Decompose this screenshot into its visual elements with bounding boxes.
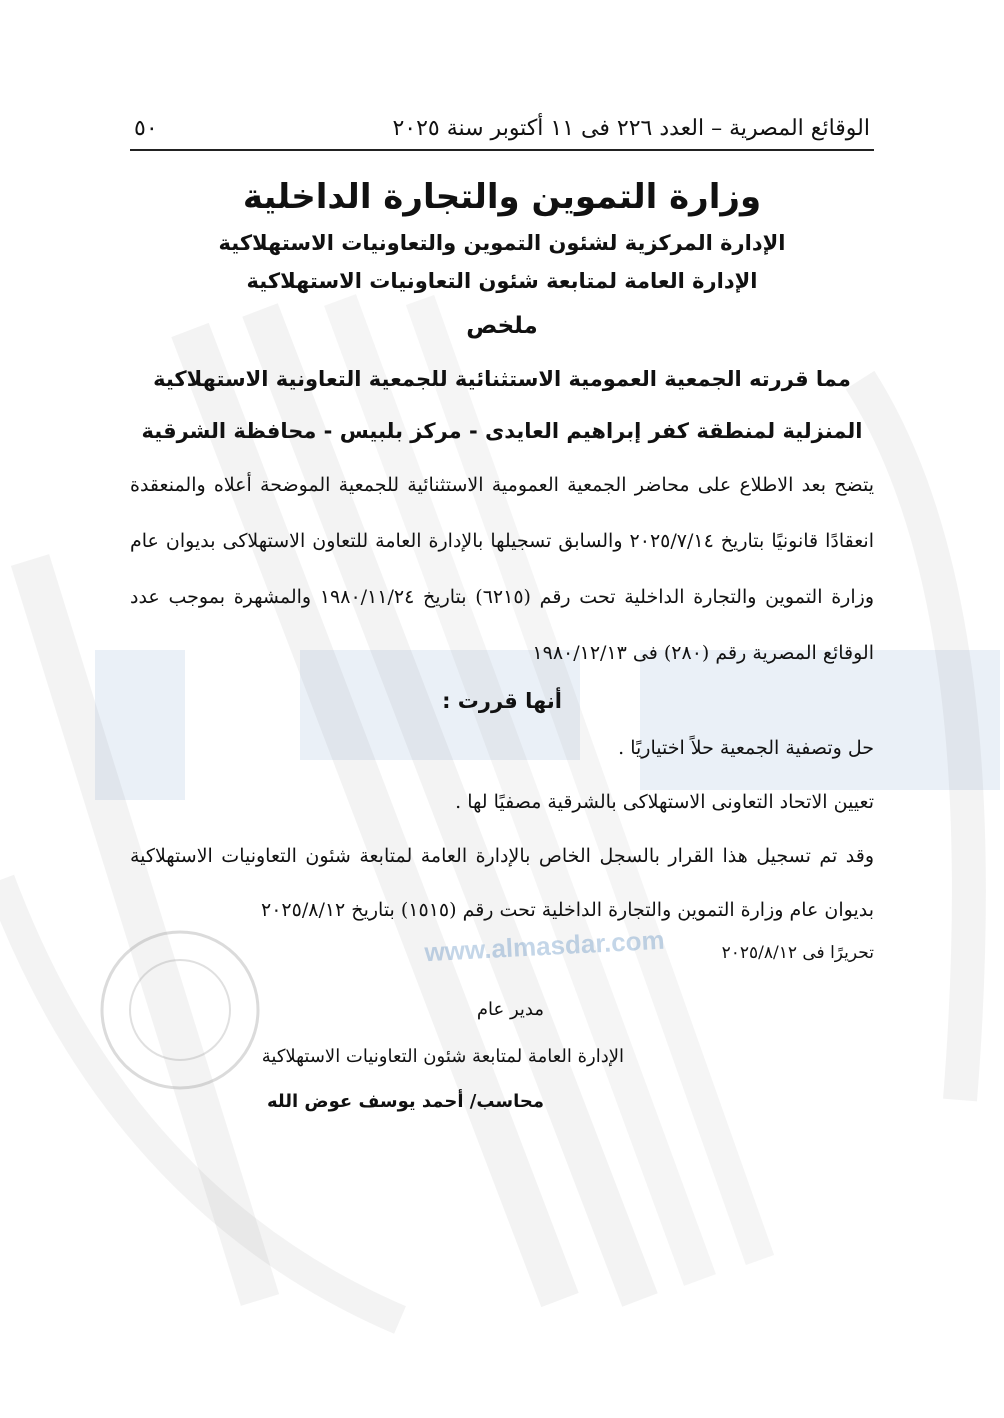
watermark-arc-right <box>860 380 969 1100</box>
decision-2: تعيين الاتحاد التعاونى الاستهلاكى بالشرقية مصفيًا لها . <box>455 791 874 813</box>
registration-paragraph: وقد تم تسجيل هذا القرار بالسجل الخاص بالإدارة العامة لمتابعة شئون التعاونيات الاستهلاكية بديوان عام وزارة التموين والتجارة الداخلية تحت رقم (١٥١٥) بتاريخ ٢٠٢٥/٨/١٢ <box>130 845 874 921</box>
running-header <box>130 100 874 151</box>
general-dept: الإدارة العامة لمتابعة شئون التعاونيات الاستهلاكية <box>246 269 758 293</box>
watermark-url: www.almasdar.com <box>423 924 666 968</box>
decided-label: أنها قررت : <box>442 689 562 713</box>
body-paragraph: يتضح بعد الاطلاع على محاضر الجمعية العمومية الاستثنائية للجمعية الموضحة أعلاه والمنعقدة انعقادًا قانونيًا بتاريخ ٢٠٢٥/٧/١٤ والسابق تسجيلها بالإدارة العامة للتعاون الاستهلاكى بديوان عام وزارة التموين والتجارة الداخلية تحت رقم (٦٢١٥) بتاريخ ١٩٨٠/١١/٢٤ والمشهرة بموجب عدد الوقائع المصرية رقم (٢٨٠) فى ١٩٨٠/١٢/١٣ <box>130 474 874 664</box>
ministry-title: وزارة التموين والتجارة الداخلية <box>242 177 762 217</box>
decision-1: حل وتصفية الجمعية حلاً اختياريًا . <box>618 737 874 759</box>
signature-name: محاسب/ أحمد يوسف عوض الله <box>266 1091 544 1112</box>
signature-block <box>130 999 874 1112</box>
written-date: تحريرًا فى ٢٠٢٥/٨/١٢ <box>721 943 874 963</box>
central-dept: الإدارة المركزية لشئون التموين والتعاونيات الاستهلاكية <box>218 231 786 255</box>
subject-line-1: مما قررته الجمعية العمومية الاستثنائية للجمعية التعاونية الاستهلاكية <box>153 367 851 391</box>
gazette-line: الوقائع المصرية – العدد ٢٢٦ فى ١١ أكتوبر سنة ٢٠٢٥ <box>392 116 870 141</box>
signature-department: الإدارة العامة لمتابعة شئون التعاونيات الاستهلاكية <box>261 1046 624 1067</box>
page-number: ٥٠ <box>134 116 158 141</box>
subject-line-2: المنزلية لمنطقة كفر إبراهيم العايدى - مركز بلبيس - محافظة الشرقية <box>141 419 863 443</box>
signature-title: مدير عام <box>476 999 544 1020</box>
summary-label: ملخص <box>466 313 538 339</box>
gazette-page <box>130 100 874 1112</box>
